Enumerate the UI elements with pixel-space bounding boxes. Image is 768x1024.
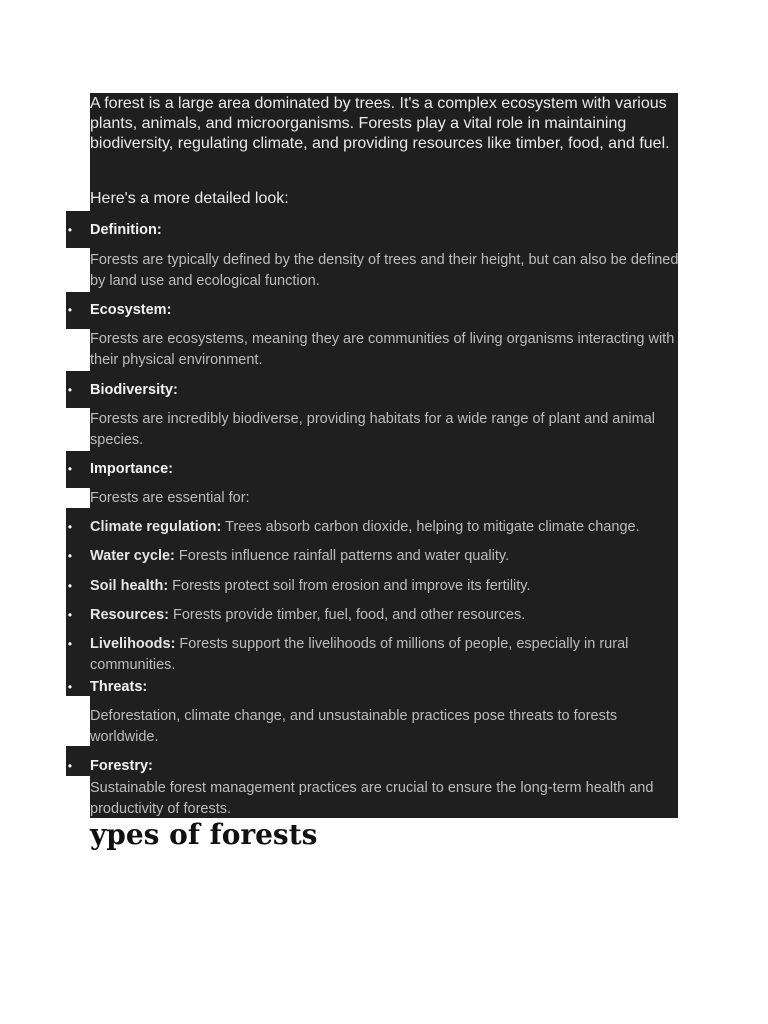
section-heading-biodiversity: Biodiversity: [90,382,178,398]
importance-text: Forests protect soil from erosion and improve its fertility. [168,578,531,594]
intro-paragraph: A forest is a large area dominated by trees. It's a complex ecosystem with various plants, animals, and microorganisms. Forests play a vital role in maintaining biodiversity, regulating climate, and providing resources like timber, food, and fuel. [90,95,670,152]
importance-term: Water cycle: [90,548,175,564]
next-section-heading: ypes of forests [90,818,318,851]
importance-text: Forests influence rainfall patterns and water quality. [174,548,510,564]
section-text-ecosystem: Forests are ecosystems, meaning they are communities of living organisms interacting with their physical environment. [90,331,675,368]
bullet: • [67,223,73,237]
importance-term: Climate regulation: [90,519,222,535]
bullet: • [67,637,73,651]
importance-term: Livelihoods: [90,636,176,652]
section-text-biodiversity: Forests are incredibly biodiverse, providing habitats for a wide range of plant and animal species. [90,411,656,448]
section-heading-importance: Importance: [90,461,173,477]
importance-item-soil [90,576,680,597]
bullet: • [67,608,73,622]
bullet: • [67,303,73,317]
bullet: • [67,759,73,773]
section-heading-forestry: Forestry: [90,758,153,774]
section-text-definition: Forests are typically defined by the density of trees and their height, but can also be defined by land use and ecological function. [90,252,679,289]
importance-term: Resources: [90,607,169,623]
importance-text: Forests provide timber, fuel, food, and other resources. [168,607,526,623]
importance-text: Trees absorb carbon dioxide, helping to mitigate climate change. [221,519,640,535]
importance-text: Forests support the livelihoods of millions of people, especially in rural communities. [90,636,629,673]
section-heading-ecosystem: Ecosystem: [90,302,172,318]
bullet: • [67,520,73,534]
bullet: • [67,462,73,476]
bullet: • [67,680,73,694]
section-heading-definition: Definition: [90,222,162,238]
bullet: • [67,549,73,563]
section-heading-threats: Threats: [90,679,148,695]
section-text-importance: Forests are essential for: [90,490,250,506]
section-text-forestry: Sustainable forest management practices are crucial to ensure the long-term health and productivity of forests. [90,780,654,817]
bullet: • [67,579,73,593]
importance-term: Soil health: [90,578,169,594]
bullet: • [67,383,73,397]
section-text-threats: Deforestation, climate change, and unsustainable practices pose threats to forests worldwide. [90,708,618,745]
importance-item-water [90,546,680,567]
detailed-look-line: Here's a more detailed look: [90,190,289,207]
importance-item-livelihoods [90,634,680,676]
importance-item-climate [90,517,680,538]
importance-item-resources [90,605,680,626]
